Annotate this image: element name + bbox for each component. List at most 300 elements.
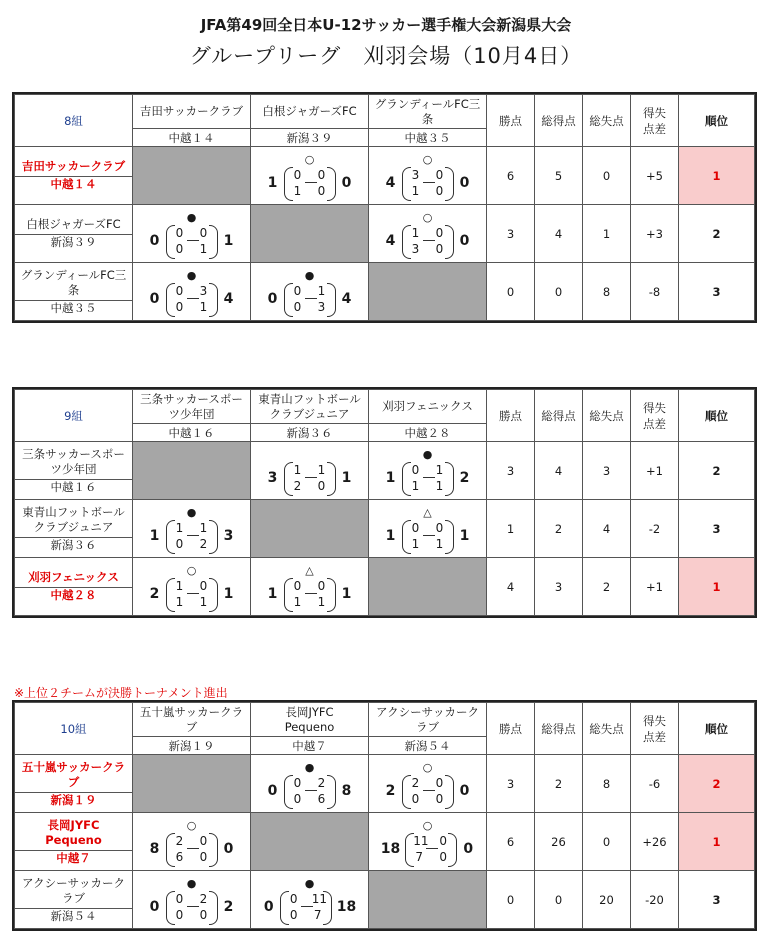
score-dash — [423, 182, 435, 183]
self-match-cell — [251, 813, 369, 871]
score-dash — [187, 535, 199, 536]
score-box — [251, 761, 368, 807]
half-score-home: 1 — [293, 462, 302, 477]
result-mark: △ — [423, 505, 432, 519]
column-team-name-line: Pequeno — [284, 719, 335, 734]
second-half-score — [166, 849, 218, 865]
second-half-score — [166, 907, 218, 923]
column-team-code: 中越１６ — [133, 424, 251, 442]
half-score-away: 2 — [199, 536, 208, 551]
stat-goals-against: 8 — [583, 263, 631, 321]
row-team-name-line: 東青山フットボール — [22, 504, 125, 519]
column-team-name-line: 五十嵐サッカークラ — [139, 704, 244, 719]
table-row — [15, 205, 755, 263]
score-box — [251, 153, 368, 199]
header-goal-diff-line2: 点差 — [643, 121, 666, 136]
stat-rank: 1 — [679, 813, 755, 871]
score-dash — [423, 240, 435, 241]
column-team-name-line: ツ少年団 — [168, 406, 215, 421]
half-score-home: 1 — [411, 478, 420, 493]
table-row — [15, 871, 755, 929]
first-half-score — [166, 520, 218, 536]
half-score-away: 1 — [317, 462, 326, 477]
total-score-away: 1 — [223, 585, 234, 602]
half-score-away: 0 — [435, 167, 444, 182]
row-team — [15, 500, 133, 558]
column-team-name-line: ブ — [185, 719, 198, 734]
first-half-score — [166, 225, 218, 241]
score-dash — [423, 477, 435, 478]
score-row — [149, 520, 235, 552]
total-score-home: 3 — [267, 469, 278, 486]
row-team-name-line: アクシーサッカーク — [22, 875, 125, 890]
row-team — [15, 147, 133, 205]
half-score-away: 3 — [317, 299, 326, 314]
header-goal-diff-line1: 得失 — [643, 400, 666, 415]
half-score-away: 1 — [317, 594, 326, 609]
column-team-name-line: グランディールFC三 — [374, 96, 481, 111]
column-team-code: 中越１４ — [133, 129, 251, 147]
score-dash — [426, 848, 438, 849]
half-score-away: 0 — [435, 775, 444, 790]
row-team-name-line: ツ少年団 — [50, 461, 97, 476]
half-score-home: 0 — [293, 299, 302, 314]
result-mark: ○ — [186, 563, 197, 577]
half-score-away: 0 — [435, 791, 444, 806]
score-box — [369, 506, 486, 552]
match-result — [369, 442, 487, 500]
score-box — [251, 269, 368, 315]
row-team-name-line: 刈羽フェニックス — [28, 570, 119, 584]
total-score-away: 4 — [341, 290, 352, 307]
half-score-away: 0 — [435, 225, 444, 240]
half-score-home: 0 — [289, 907, 298, 922]
advancement-note: ※上位２チームが決勝トーナメント進出 — [14, 686, 228, 700]
half-score-away: 2 — [317, 775, 326, 790]
half-score-home: 0 — [411, 791, 420, 806]
row-team-name — [15, 447, 132, 477]
score-box — [251, 877, 368, 923]
first-half-score — [284, 462, 336, 478]
half-score-home: 2 — [175, 833, 184, 848]
first-half-score — [402, 462, 454, 478]
column-team-name — [251, 390, 369, 424]
column-team-name-line: 東青山フットボール — [258, 391, 361, 406]
match-result — [133, 813, 251, 871]
table-row — [15, 558, 755, 616]
column-team-name-line: アクシーサッカーク — [376, 704, 479, 719]
half-scores — [402, 775, 454, 807]
stat-points: 0 — [487, 263, 535, 321]
half-scores — [402, 225, 454, 257]
half-score-home: 6 — [175, 849, 184, 864]
row-team-code: 中越３５ — [15, 300, 132, 316]
stat-goals-against: 1 — [583, 205, 631, 263]
self-match-cell — [369, 558, 487, 616]
column-team-name-line: 長岡JYFC — [285, 704, 334, 719]
result-mark: ● — [304, 876, 315, 890]
first-half-score — [402, 225, 454, 241]
column-team-name-line: 三条サッカースポー — [140, 391, 243, 406]
score-dash — [305, 790, 317, 791]
stat-goal-diff: -6 — [631, 755, 679, 813]
self-match-cell — [369, 263, 487, 321]
half-score-home: 7 — [415, 849, 424, 864]
second-half-score — [166, 241, 218, 257]
result-mark: ● — [186, 268, 197, 282]
half-scores — [402, 520, 454, 552]
total-score-home: 1 — [267, 585, 278, 602]
score-row — [267, 283, 353, 315]
stat-goals-for: 26 — [535, 813, 583, 871]
row-team-name — [15, 760, 132, 790]
half-scores — [166, 833, 218, 865]
match-result — [369, 813, 487, 871]
row-team-name — [15, 876, 132, 906]
second-half-score — [284, 299, 336, 315]
column-team-name-line: クラブジュニア — [269, 406, 350, 421]
second-half-score — [402, 791, 454, 807]
score-row — [267, 167, 353, 199]
header-rank: 順位 — [679, 390, 755, 442]
half-score-away: 0 — [435, 183, 444, 198]
first-half-score — [402, 520, 454, 536]
header-wins: 勝点 — [487, 703, 535, 755]
stat-rank: 3 — [679, 500, 755, 558]
total-score-home: 0 — [149, 898, 160, 915]
half-score-away: 0 — [435, 241, 444, 256]
half-score-away: 0 — [317, 167, 326, 182]
total-score-home: 2 — [385, 782, 396, 799]
total-score-away: 18 — [336, 898, 357, 915]
row-team-code: 新潟１９ — [15, 792, 132, 808]
second-half-score — [402, 183, 454, 199]
header-wins: 勝点 — [487, 95, 535, 147]
stat-rank: 1 — [679, 558, 755, 616]
total-score-home: 1 — [149, 527, 160, 544]
column-team-code: 新潟３９ — [251, 129, 369, 147]
first-half-score — [284, 775, 336, 791]
stat-goal-diff: +5 — [631, 147, 679, 205]
stat-goals-against: 0 — [583, 813, 631, 871]
header-goal-diff-line1: 得失 — [643, 105, 666, 120]
match-result — [369, 755, 487, 813]
total-score-home: 0 — [149, 232, 160, 249]
half-score-home: 2 — [293, 478, 302, 493]
stat-points: 3 — [487, 755, 535, 813]
column-team-name-line: ラブ — [416, 719, 439, 734]
score-row — [149, 833, 235, 865]
stat-points: 0 — [487, 871, 535, 929]
stat-points: 6 — [487, 813, 535, 871]
header-rank: 順位 — [679, 95, 755, 147]
half-score-home: 0 — [411, 520, 420, 535]
stat-goals-for: 5 — [535, 147, 583, 205]
half-scores — [280, 891, 332, 923]
header-goal-diff-line2: 点差 — [643, 416, 666, 431]
table-row — [15, 500, 755, 558]
half-score-home: 1 — [175, 520, 184, 535]
result-mark: ○ — [304, 152, 315, 166]
row-team-code: 中越１４ — [15, 176, 132, 192]
half-score-home: 11 — [413, 833, 429, 848]
header-goal-diff — [631, 703, 679, 755]
row-team-name-line: Pequeno — [45, 832, 102, 847]
half-scores — [166, 283, 218, 315]
row-team — [15, 813, 133, 871]
result-mark: ○ — [422, 152, 433, 166]
half-score-home: 0 — [175, 241, 184, 256]
first-half-score — [402, 775, 454, 791]
result-mark: ● — [422, 447, 433, 461]
match-result — [369, 147, 487, 205]
header-goals-for: 総得点 — [535, 95, 583, 147]
stat-points: 6 — [487, 147, 535, 205]
half-score-away: 2 — [199, 891, 208, 906]
row-team-name-line: 条 — [67, 282, 80, 297]
stat-goals-against: 3 — [583, 442, 631, 500]
second-half-score — [402, 536, 454, 552]
half-score-away: 1 — [199, 520, 208, 535]
second-half-score — [402, 241, 454, 257]
stat-rank: 2 — [679, 442, 755, 500]
column-team-name — [369, 95, 487, 129]
total-score-home: 0 — [267, 290, 278, 307]
score-dash — [187, 240, 199, 241]
half-score-away: 1 — [199, 241, 208, 256]
table-row — [15, 813, 755, 871]
half-score-home: 0 — [175, 891, 184, 906]
row-team-name-line: クラブジュニア — [33, 519, 114, 534]
standings-table — [14, 702, 755, 929]
result-mark: ● — [186, 210, 197, 224]
table-row — [15, 442, 755, 500]
page-subtitle: グループリーグ 刈羽会場（10月4日） — [189, 44, 583, 68]
score-dash — [187, 593, 199, 594]
score-box — [251, 564, 368, 610]
half-scores — [284, 283, 336, 315]
header-goals-against: 総失点 — [583, 95, 631, 147]
score-row — [267, 462, 353, 494]
stat-points: 3 — [487, 442, 535, 500]
row-team-name — [15, 217, 132, 232]
header-goals-for: 総得点 — [535, 703, 583, 755]
score-row — [385, 225, 471, 257]
column-team-name — [133, 703, 251, 737]
half-score-home: 0 — [293, 283, 302, 298]
half-score-home: 0 — [293, 578, 302, 593]
row-team — [15, 558, 133, 616]
score-row — [149, 578, 235, 610]
second-half-score — [166, 536, 218, 552]
half-scores — [284, 578, 336, 610]
row-team-name — [15, 505, 132, 535]
row-team-name — [15, 570, 132, 585]
stat-goals-for: 2 — [535, 500, 583, 558]
half-score-away: 1 — [199, 594, 208, 609]
header-goal-diff-line1: 得失 — [643, 713, 666, 728]
result-mark: ○ — [422, 760, 433, 774]
group-table-2 — [12, 700, 757, 931]
stat-goals-against: 4 — [583, 500, 631, 558]
half-score-away: 11 — [311, 891, 328, 906]
match-result — [251, 263, 369, 321]
group-name: 8組 — [15, 95, 133, 147]
total-score-away: 1 — [223, 232, 234, 249]
row-team — [15, 205, 133, 263]
stat-rank: 2 — [679, 205, 755, 263]
half-score-home: 3 — [411, 167, 420, 182]
row-team-name — [15, 159, 132, 174]
stat-points: 4 — [487, 558, 535, 616]
half-score-home: 0 — [175, 225, 184, 240]
table-row — [15, 263, 755, 321]
half-score-home: 1 — [175, 594, 184, 609]
standings-table — [14, 389, 755, 616]
half-score-away: 1 — [199, 299, 208, 314]
header-goals-against: 総失点 — [583, 390, 631, 442]
score-dash — [187, 848, 199, 849]
column-team-code: 新潟１９ — [133, 737, 251, 755]
score-box — [369, 211, 486, 257]
half-score-away: 6 — [317, 791, 326, 806]
score-row — [149, 891, 235, 923]
stat-goal-diff: +1 — [631, 558, 679, 616]
column-team-code: 中越７ — [251, 737, 369, 755]
table-row — [15, 755, 755, 813]
match-result — [369, 205, 487, 263]
row-team-code: 中越２８ — [15, 587, 132, 603]
row-team — [15, 871, 133, 929]
half-score-home: 1 — [411, 536, 420, 551]
total-score-away: 3 — [223, 527, 234, 544]
match-result — [251, 442, 369, 500]
first-half-score — [166, 578, 218, 594]
score-dash — [301, 906, 313, 907]
half-score-home: 1 — [411, 183, 420, 198]
score-box — [369, 448, 486, 494]
second-half-score — [405, 849, 457, 865]
row-team-name — [15, 818, 132, 848]
score-box — [133, 819, 250, 865]
match-result — [133, 558, 251, 616]
match-result — [133, 871, 251, 929]
second-half-score — [402, 478, 454, 494]
score-row — [385, 462, 471, 494]
column-team-name — [133, 390, 251, 424]
stat-goals-for: 0 — [535, 871, 583, 929]
header-wins: 勝点 — [487, 390, 535, 442]
row-team — [15, 755, 133, 813]
stat-goal-diff: -8 — [631, 263, 679, 321]
row-team-name-line: 吉田サッカークラブ — [21, 159, 126, 173]
score-row — [149, 283, 235, 315]
match-result — [133, 263, 251, 321]
match-result — [251, 755, 369, 813]
half-score-away: 7 — [313, 907, 322, 922]
score-row — [267, 578, 353, 610]
stat-goals-for: 3 — [535, 558, 583, 616]
row-team-code: 中越７ — [15, 850, 132, 866]
half-scores — [284, 462, 336, 494]
row-team-name-line: ブ — [67, 774, 80, 789]
first-half-score — [284, 578, 336, 594]
self-match-cell — [133, 442, 251, 500]
column-team-name-line: 条 — [421, 111, 434, 126]
half-score-home: 1 — [411, 225, 420, 240]
match-result — [369, 500, 487, 558]
score-row — [385, 520, 471, 552]
score-row — [263, 891, 356, 923]
half-score-away: 0 — [317, 183, 326, 198]
first-half-score — [284, 283, 336, 299]
score-box — [369, 819, 486, 865]
half-score-home: 1 — [293, 594, 302, 609]
group-table-1 — [12, 387, 757, 618]
half-score-away: 1 — [317, 283, 326, 298]
half-score-home: 1 — [175, 578, 184, 593]
score-box — [251, 448, 368, 494]
result-mark: ○ — [422, 210, 433, 224]
stat-rank: 3 — [679, 263, 755, 321]
stat-goal-diff: -2 — [631, 500, 679, 558]
score-box — [369, 761, 486, 807]
half-score-home: 2 — [411, 775, 420, 790]
result-mark: △ — [305, 563, 314, 577]
total-score-away: 0 — [459, 782, 470, 799]
row-team — [15, 263, 133, 321]
total-score-away: 1 — [341, 469, 352, 486]
half-scores — [402, 167, 454, 199]
score-box — [133, 269, 250, 315]
total-score-away: 0 — [459, 174, 470, 191]
half-score-home: 0 — [293, 775, 302, 790]
half-score-away: 0 — [439, 849, 448, 864]
match-result — [251, 558, 369, 616]
result-mark: ● — [186, 876, 197, 890]
result-mark: ● — [304, 268, 315, 282]
row-team-code: 新潟５４ — [15, 908, 132, 924]
score-row — [385, 167, 471, 199]
group-name: 10組 — [15, 703, 133, 755]
score-row — [385, 775, 471, 807]
second-half-score — [166, 299, 218, 315]
stat-points: 1 — [487, 500, 535, 558]
score-dash — [305, 593, 317, 594]
half-score-home: 0 — [175, 299, 184, 314]
column-team-name-line: 吉田サッカークラブ — [139, 104, 244, 118]
half-scores — [405, 833, 457, 865]
stat-points: 3 — [487, 205, 535, 263]
score-box — [133, 506, 250, 552]
total-score-away: 0 — [459, 232, 470, 249]
first-half-score — [402, 167, 454, 183]
stat-goals-for: 2 — [535, 755, 583, 813]
second-half-score — [166, 594, 218, 610]
match-result — [133, 205, 251, 263]
half-score-away: 1 — [435, 536, 444, 551]
column-team-code: 中越２８ — [369, 424, 487, 442]
row-team-name-line: グランディールFC三 — [20, 267, 127, 282]
column-team-code: 中越３５ — [369, 129, 487, 147]
half-score-home: 0 — [293, 791, 302, 806]
row-team-code: 中越１６ — [15, 479, 132, 495]
result-mark: ○ — [186, 818, 197, 832]
header-goal-diff — [631, 390, 679, 442]
half-score-home: 0 — [175, 907, 184, 922]
stat-goal-diff: +26 — [631, 813, 679, 871]
half-score-home: 3 — [411, 241, 420, 256]
